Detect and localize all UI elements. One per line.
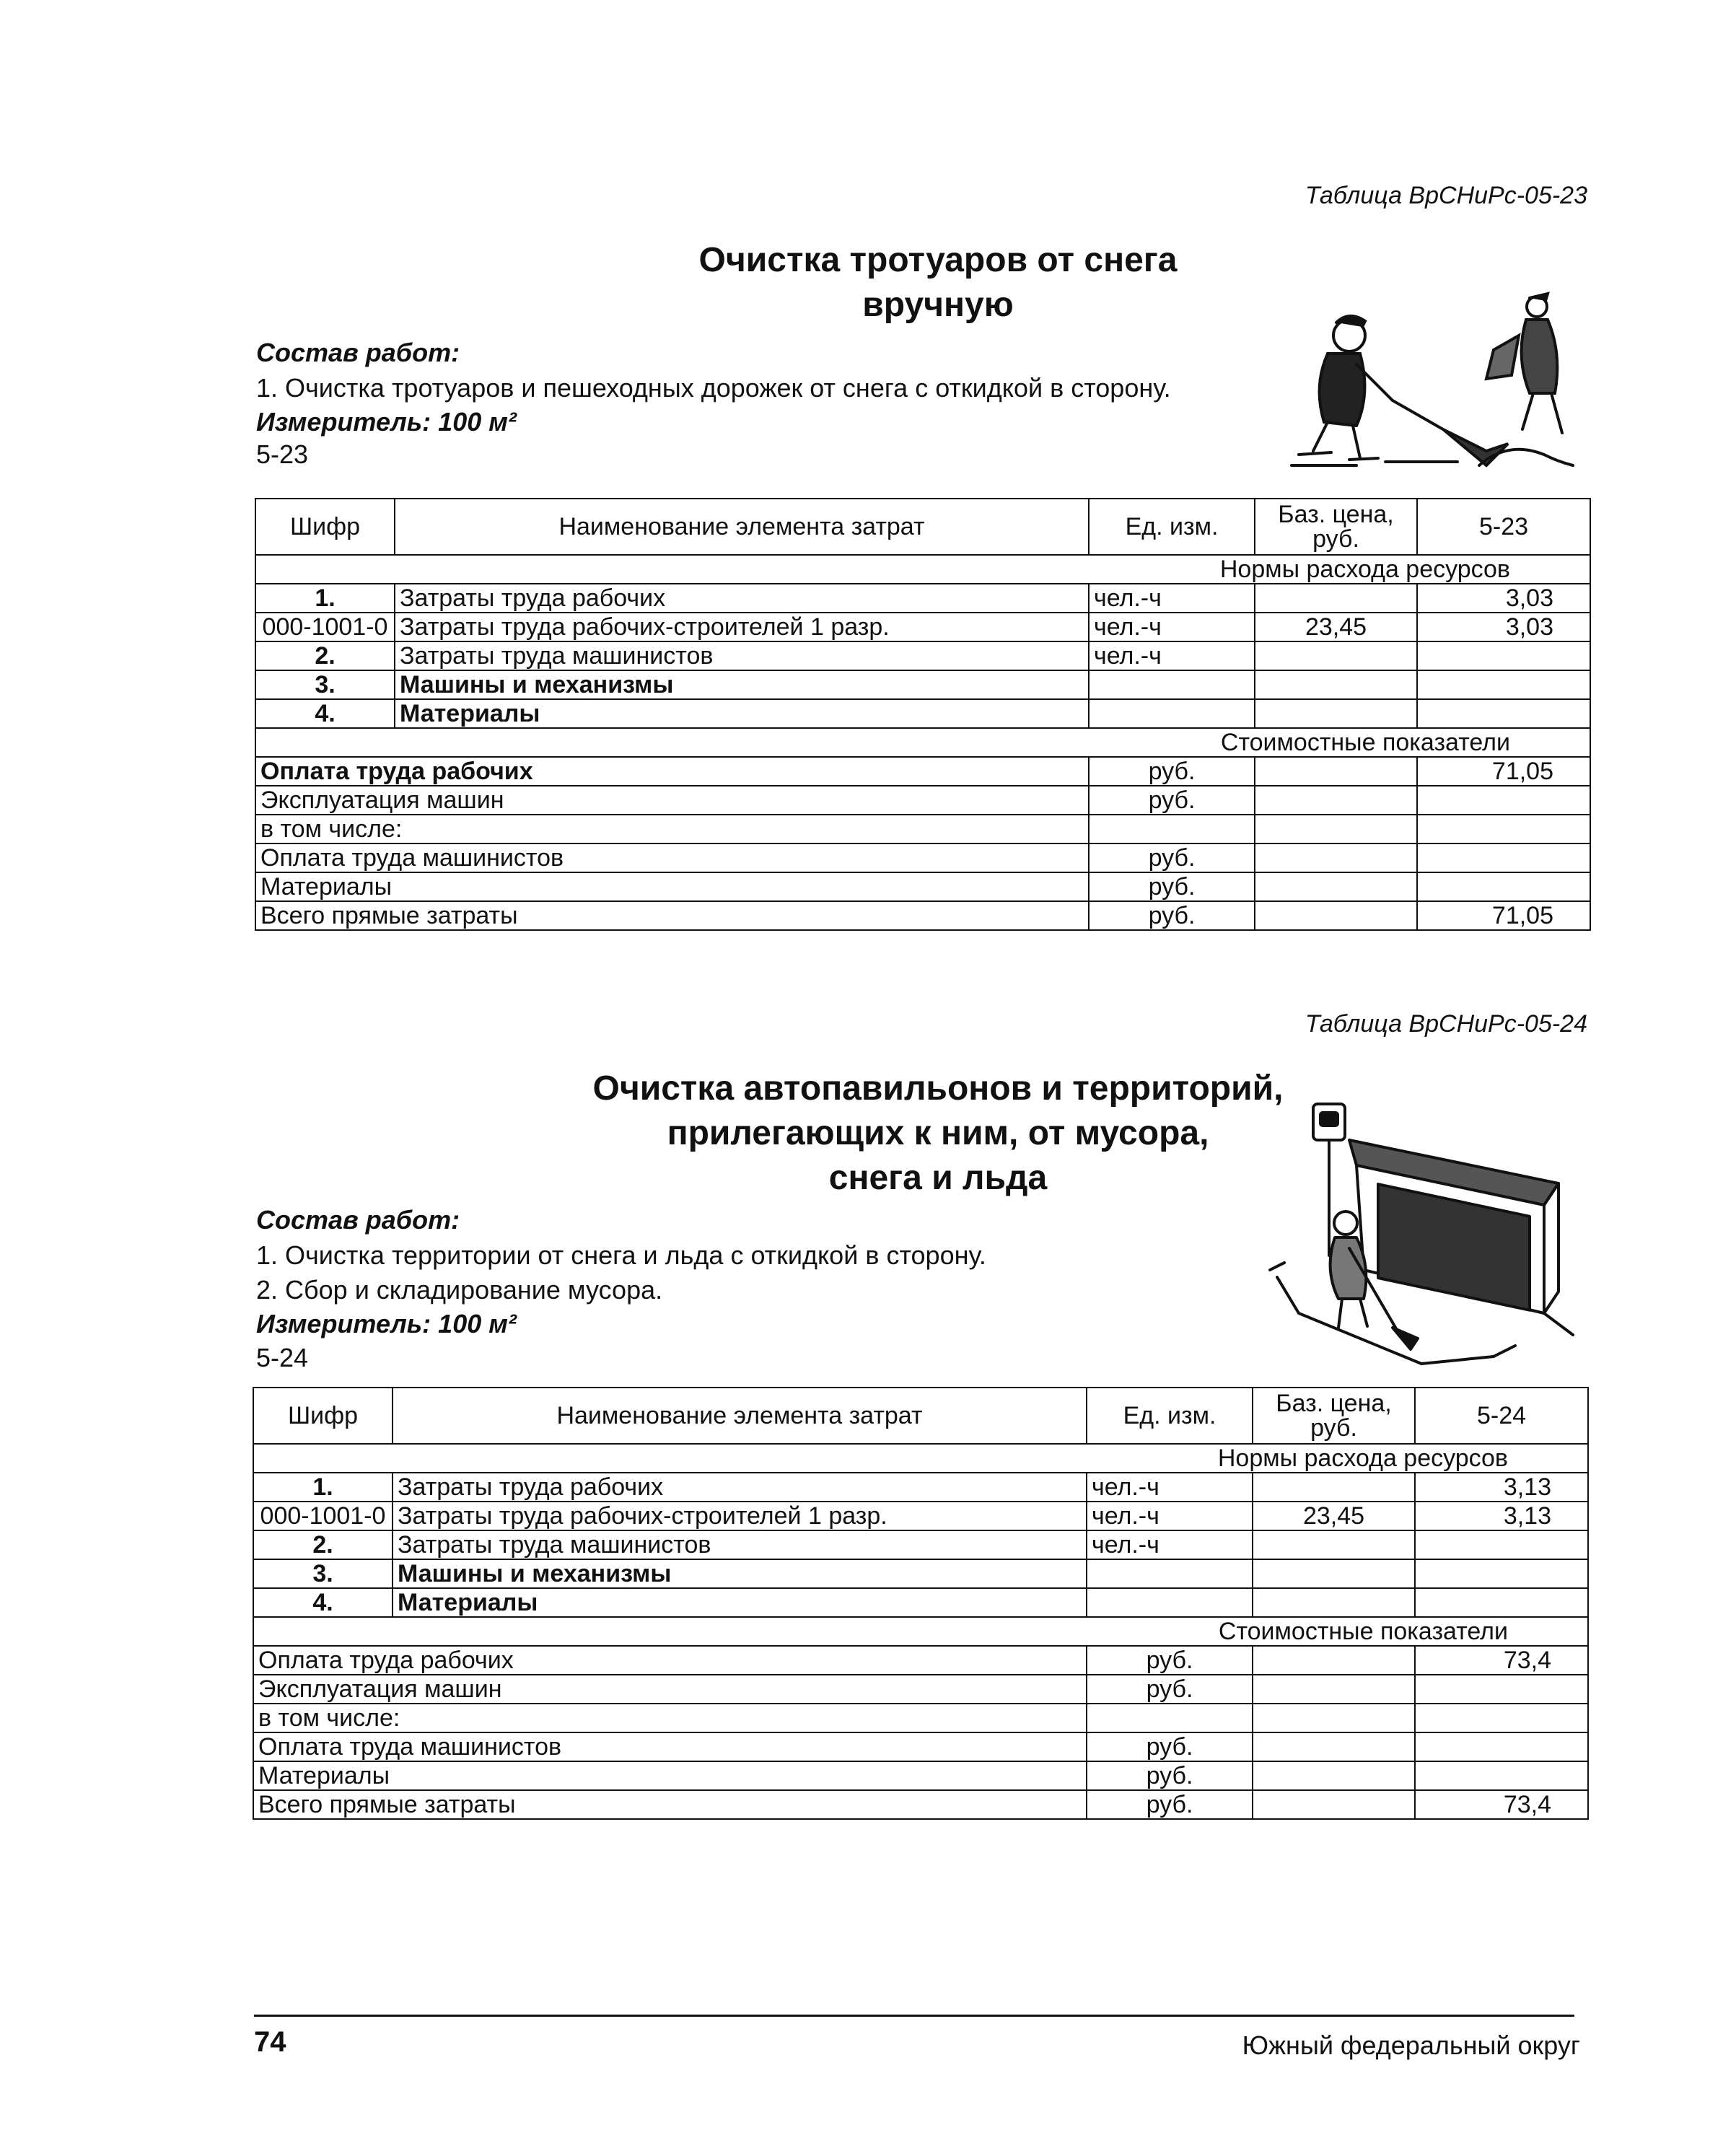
table-label: Таблица ВрСНиРс-05-23: [1305, 182, 1587, 209]
row-unit: [1089, 699, 1255, 728]
row-code: 1.: [253, 1473, 393, 1502]
table-header-row: [255, 499, 1590, 555]
row-name: Затраты труда машинистов: [393, 1530, 1087, 1559]
cost-value: [1415, 1732, 1588, 1761]
header-code: Шифр: [253, 1388, 393, 1444]
row-name: Затраты труда рабочих-строителей 1 разр.: [393, 1502, 1087, 1530]
footer-rule: [254, 2015, 1574, 2017]
cost-name: Материалы: [255, 872, 1089, 901]
cost-row: [255, 786, 1590, 815]
table-row: [255, 670, 1590, 699]
table-row: [253, 1473, 1588, 1502]
table-label: Таблица ВрСНиРс-05-24: [1305, 1010, 1587, 1038]
row-name: Машины и механизмы: [395, 670, 1089, 699]
cost-name: Всего прямые затраты: [253, 1790, 1087, 1819]
cost-unit: руб.: [1089, 901, 1255, 930]
row-code: 3.: [255, 670, 395, 699]
cost-value: [1415, 1675, 1588, 1704]
cost-price: [1253, 1704, 1415, 1732]
header-norm-code: 5-24: [1415, 1388, 1588, 1444]
table-row: [255, 699, 1590, 728]
title-line: снега и льда: [828, 1159, 1048, 1197]
row-price: [1255, 641, 1417, 670]
row-price: [1255, 699, 1417, 728]
row-code: 000-1001-0: [255, 613, 395, 641]
header-code: Шифр: [255, 499, 395, 555]
cost-label: Стоимостные показатели: [253, 1617, 1588, 1646]
row-name: Машины и механизмы: [393, 1559, 1087, 1588]
cost-name: Оплата труда рабочих: [253, 1646, 1087, 1675]
section-code: 5-24: [256, 1343, 309, 1372]
row-unit: [1087, 1588, 1253, 1617]
cost-row: [255, 815, 1590, 843]
cost-name: в том числе:: [255, 815, 1089, 843]
cost-row: [255, 757, 1590, 786]
cost-name: Эксплуатация машин: [253, 1675, 1087, 1704]
cost-section-row: [255, 728, 1590, 757]
cost-value: 71,05: [1417, 901, 1590, 930]
footer-region: Южный федеральный округ: [1242, 2030, 1580, 2060]
row-name: Затраты труда рабочих-строителей 1 разр.: [395, 613, 1089, 641]
table-header-row: [253, 1388, 1588, 1444]
section-title: [505, 238, 1371, 328]
cost-unit: руб.: [1089, 757, 1255, 786]
work-heading: Состав работ:: [256, 338, 460, 367]
table-row: [255, 584, 1590, 613]
norms-section-row: [255, 555, 1590, 584]
cost-price: [1255, 901, 1417, 930]
norms-table: [253, 1387, 1589, 1820]
title-line: Очистка автопавильонов и территорий,: [592, 1069, 1284, 1108]
header-norm-code: 5-23: [1417, 499, 1590, 555]
row-unit: [1089, 670, 1255, 699]
row-code: 000-1001-0: [253, 1502, 393, 1530]
row-value: [1417, 699, 1590, 728]
row-price: 23,45: [1255, 613, 1417, 641]
header-name: Наименование элемента затрат: [393, 1388, 1087, 1444]
title-line: вручную: [862, 286, 1014, 324]
table-row: [255, 613, 1590, 641]
row-name: Затраты труда рабочих: [395, 584, 1089, 613]
cost-name: в том числе:: [253, 1704, 1087, 1732]
cost-value: [1417, 872, 1590, 901]
cost-price: [1253, 1675, 1415, 1704]
work-item: 2. Сбор и складирование мусора.: [256, 1275, 663, 1305]
cost-value: 73,4: [1415, 1790, 1588, 1819]
row-price: [1253, 1473, 1415, 1502]
row-name: Затраты труда машинистов: [395, 641, 1089, 670]
snow-shoveling-illustration: [1270, 285, 1587, 473]
row-code: 2.: [253, 1530, 393, 1559]
row-name: Материалы: [393, 1588, 1087, 1617]
row-value: [1415, 1559, 1588, 1588]
cost-unit: руб.: [1089, 786, 1255, 815]
row-code: 4.: [255, 699, 395, 728]
cost-row: [253, 1675, 1588, 1704]
row-code: 3.: [253, 1559, 393, 1588]
cost-value: [1415, 1761, 1588, 1790]
norms-label: Нормы расхода ресурсов: [255, 555, 1590, 584]
header-unit: Ед. изм.: [1089, 499, 1255, 555]
cost-value: [1417, 815, 1590, 843]
row-price: [1253, 1530, 1415, 1559]
cost-unit: руб.: [1089, 843, 1255, 872]
cost-row: [255, 872, 1590, 901]
cost-unit: руб.: [1087, 1732, 1253, 1761]
row-code: 2.: [255, 641, 395, 670]
table-row: [253, 1530, 1588, 1559]
cost-value: [1415, 1704, 1588, 1732]
cost-name: Эксплуатация машин: [255, 786, 1089, 815]
row-value: 3,13: [1415, 1502, 1588, 1530]
cost-row: [255, 843, 1590, 872]
page-number: 74: [254, 2026, 286, 2058]
cost-price: [1253, 1790, 1415, 1819]
row-value: [1415, 1588, 1588, 1617]
title-line: Очистка тротуаров от снега: [698, 241, 1178, 279]
cost-value: 73,4: [1415, 1646, 1588, 1675]
cost-unit: руб.: [1087, 1646, 1253, 1675]
row-price: [1255, 670, 1417, 699]
table-row: [253, 1559, 1588, 1588]
meter-label: Измеритель: 100 м²: [256, 407, 517, 437]
bus-shelter-cleaning-illustration: [1255, 1097, 1587, 1371]
cost-row: [253, 1732, 1588, 1761]
row-code: 4.: [253, 1588, 393, 1617]
cost-row: [255, 901, 1590, 930]
row-name: Материалы: [395, 699, 1089, 728]
cost-price: [1255, 757, 1417, 786]
cost-name: Всего прямые затраты: [255, 901, 1089, 930]
header-base-price: Баз. цена, руб.: [1255, 499, 1417, 555]
cost-unit: руб.: [1087, 1790, 1253, 1819]
row-value: 3,13: [1415, 1473, 1588, 1502]
row-unit: чел.-ч: [1089, 584, 1255, 613]
row-value: [1415, 1530, 1588, 1559]
table-row: [253, 1502, 1588, 1530]
meter-label: Измеритель: 100 м²: [256, 1309, 517, 1338]
cost-value: [1417, 786, 1590, 815]
norms-label: Нормы расхода ресурсов: [253, 1444, 1588, 1473]
row-price: [1255, 584, 1417, 613]
cost-value: 71,05: [1417, 757, 1590, 786]
row-price: [1253, 1559, 1415, 1588]
title-line: прилегающих к ним, от мусора,: [667, 1114, 1209, 1152]
cost-price: [1255, 786, 1417, 815]
row-price: 23,45: [1253, 1502, 1415, 1530]
cost-row: [253, 1761, 1588, 1790]
cost-unit: руб.: [1087, 1761, 1253, 1790]
cost-label: Стоимостные показатели: [255, 728, 1590, 757]
cost-name: Оплата труда машинистов: [255, 843, 1089, 872]
cost-row: [253, 1704, 1588, 1732]
cost-section-row: [253, 1617, 1588, 1646]
cost-value: [1417, 843, 1590, 872]
row-unit: чел.-ч: [1089, 613, 1255, 641]
cost-price: [1255, 872, 1417, 901]
cost-price: [1255, 843, 1417, 872]
norms-table: [255, 498, 1591, 931]
header-unit: Ед. изм.: [1087, 1388, 1253, 1444]
cost-price: [1253, 1732, 1415, 1761]
norms-section-row: [253, 1444, 1588, 1473]
cost-price: [1255, 815, 1417, 843]
cost-name: Оплата труда рабочих: [255, 757, 1089, 786]
row-value: 3,03: [1417, 584, 1590, 613]
row-value: [1417, 670, 1590, 699]
row-value: [1417, 641, 1590, 670]
row-unit: чел.-ч: [1087, 1473, 1253, 1502]
work-item: 1. Очистка территории от снега и льда с откидкой в сторону.: [256, 1240, 986, 1270]
row-unit: чел.-ч: [1089, 641, 1255, 670]
cost-price: [1253, 1646, 1415, 1675]
table-row: [255, 641, 1590, 670]
cost-unit: [1089, 815, 1255, 843]
cost-row: [253, 1646, 1588, 1675]
cost-name: Оплата труда машинистов: [253, 1732, 1087, 1761]
row-unit: чел.-ч: [1087, 1530, 1253, 1559]
row-value: 3,03: [1417, 613, 1590, 641]
cost-unit: руб.: [1087, 1675, 1253, 1704]
row-unit: чел.-ч: [1087, 1502, 1253, 1530]
header-base-price: Баз. цена, руб.: [1253, 1388, 1415, 1444]
work-item: 1. Очистка тротуаров и пешеходных дорожек от снега с откидкой в сторону.: [256, 373, 1171, 403]
row-code: 1.: [255, 584, 395, 613]
work-heading: Состав работ:: [256, 1205, 460, 1235]
header-name: Наименование элемента затрат: [395, 499, 1089, 555]
cost-unit: руб.: [1089, 872, 1255, 901]
cost-price: [1253, 1761, 1415, 1790]
row-price: [1253, 1588, 1415, 1617]
table-row: [253, 1588, 1588, 1617]
section-code: 5-23: [256, 439, 309, 469]
row-unit: [1087, 1559, 1253, 1588]
cost-unit: [1087, 1704, 1253, 1732]
row-name: Затраты труда рабочих: [393, 1473, 1087, 1502]
cost-name: Материалы: [253, 1761, 1087, 1790]
cost-row: [253, 1790, 1588, 1819]
